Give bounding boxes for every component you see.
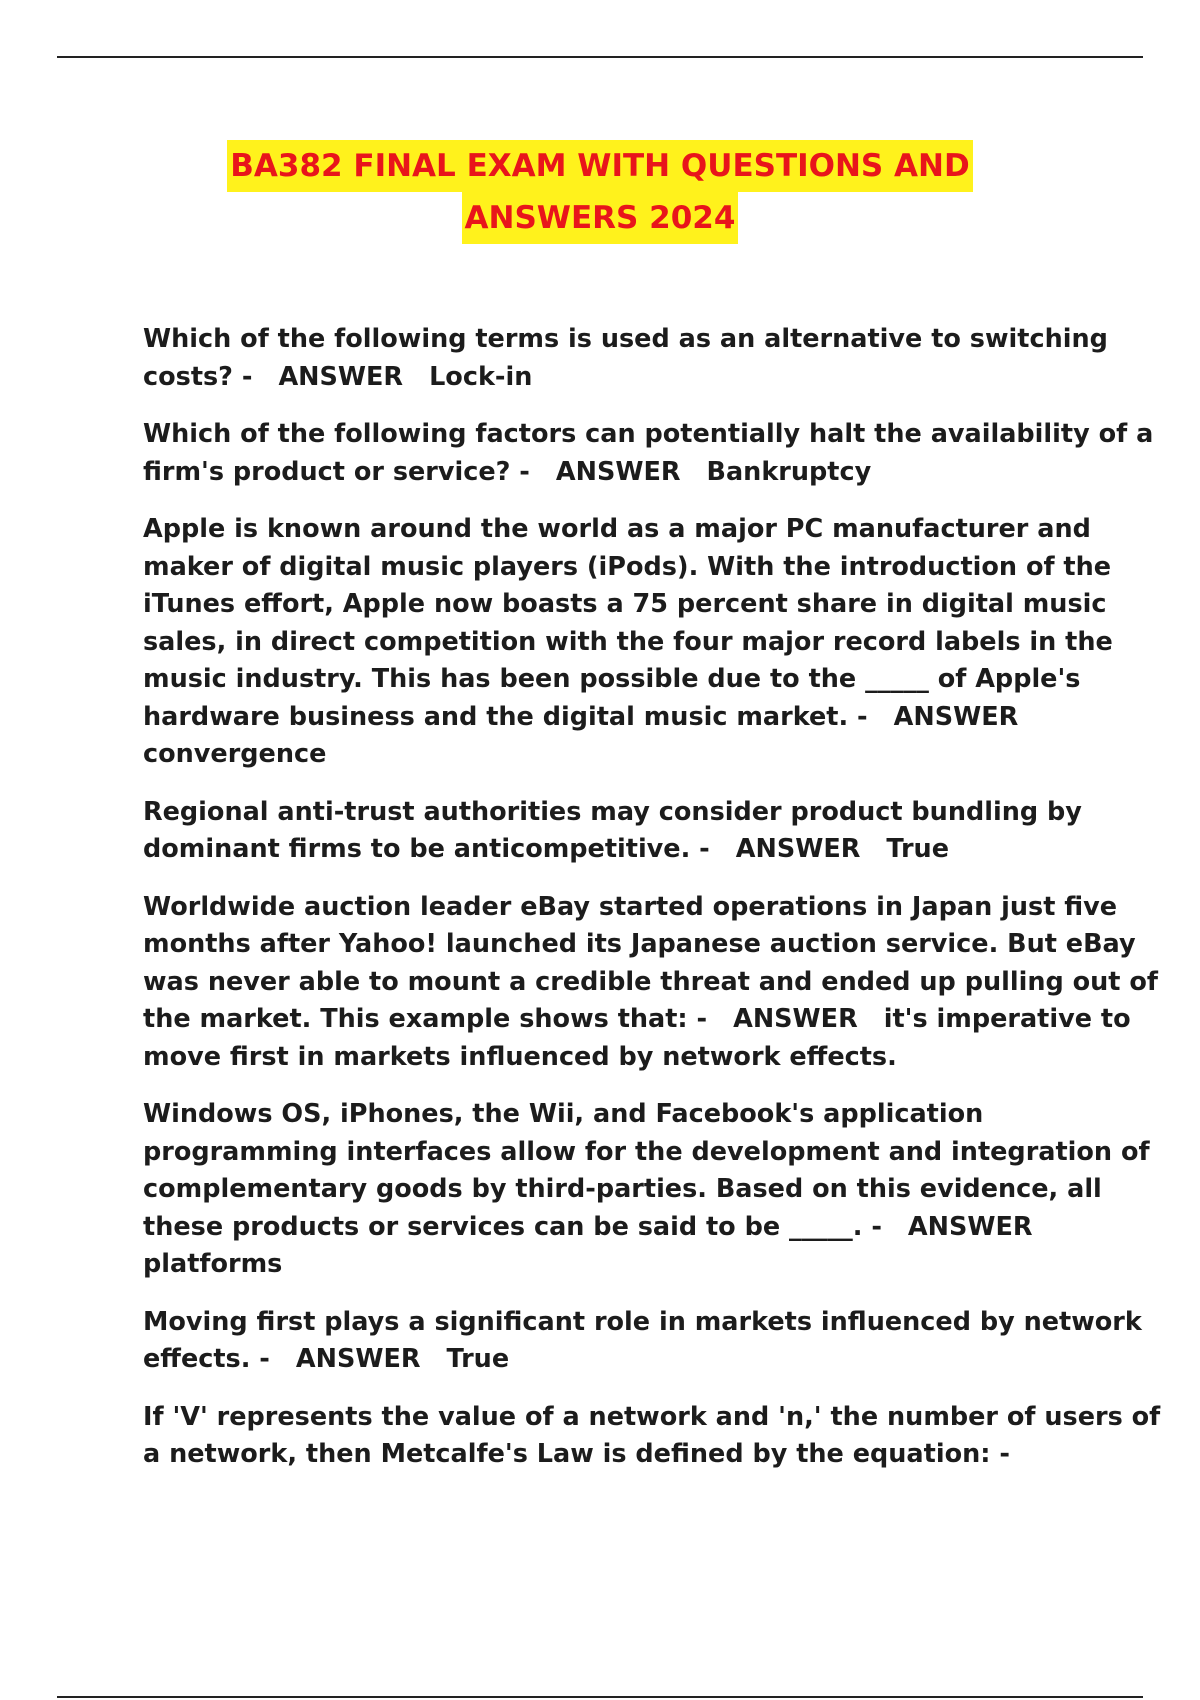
answer-text: convergence <box>143 739 327 769</box>
question-text: Regional anti-trust authorities may consider product bundling by <box>143 796 1082 827</box>
qa-item-8 <box>143 1399 1161 1474</box>
answer-label: ANSWER <box>278 361 404 392</box>
question-text: Worldwide auction leader eBay started operations in Japan just five <box>143 891 1118 922</box>
answer-text: Lock-in <box>429 361 533 392</box>
answer-text: True <box>886 834 950 864</box>
question-text: costs? - <box>143 361 253 392</box>
question-text: maker of digital music players (iPods). With the introduction of the <box>143 551 1112 582</box>
answer-label: ANSWER <box>733 1004 858 1034</box>
qa-item-2 <box>143 416 1154 491</box>
question-text: Moving first plays a significant role in markets influenced by network <box>143 1306 1142 1337</box>
answer-text: it's imperative to <box>883 1004 1131 1034</box>
question-text: months after Yahoo! launched its Japanese auction service. But eBay <box>143 929 1136 959</box>
question-text: If 'V' represents the value of a network and 'n,' the number of users of <box>143 1401 1161 1432</box>
question-text: was never able to mount a credible threat and ended up pulling out of <box>143 966 1158 997</box>
top-rule <box>57 56 1143 58</box>
answer-text: True <box>446 1344 510 1374</box>
answer-label: ANSWER <box>295 1344 421 1374</box>
question-text: firm's product or service? - <box>143 456 530 487</box>
answer-text-continuation: move first in markets influenced by network effects. <box>143 1041 897 1072</box>
document-title <box>0 140 1200 244</box>
question-text: Apple is known around the world as a major PC manufacturer and <box>143 514 1091 544</box>
qa-item-1 <box>143 321 1108 396</box>
answer-text: Bankruptcy <box>706 456 872 487</box>
answer-label: ANSWER <box>893 701 1019 732</box>
answer-label: ANSWER <box>735 834 861 864</box>
question-text: hardware business and the digital music market. - <box>143 701 868 732</box>
answer-label: ANSWER <box>907 1211 1033 1242</box>
question-text: a network, then Metcalfe's Law is defined by the equation: - <box>143 1439 1010 1469</box>
title-line-1: BA382 FINAL EXAM WITH QUESTIONS AND <box>227 140 972 192</box>
question-text: Which of the following terms is used as an alternative to switching <box>143 324 1108 354</box>
qa-list <box>143 321 1161 1494</box>
question-text: iTunes effort, Apple now boasts a 75 percent share in digital music <box>143 589 1107 619</box>
qa-item-5 <box>143 889 1158 1077</box>
qa-item-3 <box>143 511 1113 774</box>
qa-item-7 <box>143 1304 1142 1379</box>
qa-item-6 <box>143 1096 1150 1284</box>
question-text: Which of the following factors can potentially halt the availability of a <box>143 419 1154 449</box>
question-text: dominant firms to be anticompetitive. - <box>143 834 710 864</box>
question-text: these products or services can be said to be _____. - <box>143 1211 882 1242</box>
title-line-2: ANSWERS 2024 <box>462 192 739 244</box>
answer-text: platforms <box>143 1249 283 1279</box>
question-text: complementary goods by third-parties. Based on this evidence, all <box>143 1174 1102 1204</box>
question-text: programming interfaces allow for the development and integration of <box>143 1136 1150 1167</box>
question-text: Windows OS, iPhones, the Wii, and Facebook's application <box>143 1099 984 1129</box>
question-text: music industry. This has been possible due to the _____ of Apple's <box>143 664 1081 694</box>
qa-item-4 <box>143 794 1103 869</box>
answer-label: ANSWER <box>555 456 681 487</box>
bottom-rule <box>57 1696 1143 1698</box>
question-text: the market. This example shows that: - <box>143 1004 708 1034</box>
question-text: effects. - <box>143 1344 270 1374</box>
question-text: sales, in direct competition with the four major record labels in the <box>143 626 1113 657</box>
